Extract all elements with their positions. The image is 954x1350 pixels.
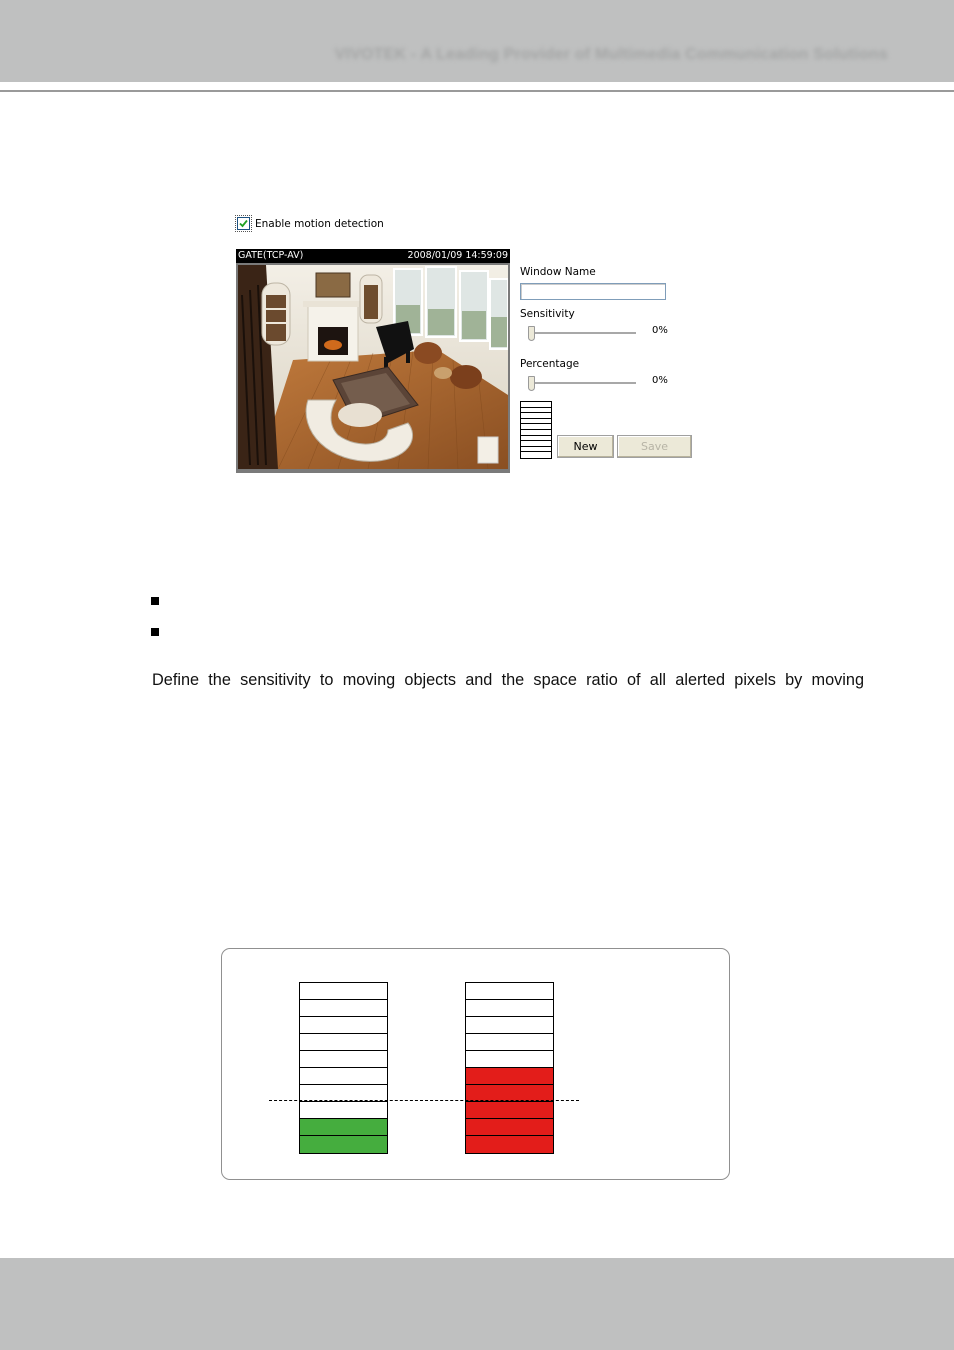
preview-caption-bar	[236, 249, 510, 263]
right-motion-bar	[465, 982, 554, 1154]
left-bar-segment	[300, 983, 387, 1000]
right-bar-segment	[466, 1102, 553, 1119]
left-bar-segment	[300, 1000, 387, 1017]
enable-motion-label: Enable motion detection	[255, 217, 384, 230]
sensitivity-slider-track[interactable]	[528, 332, 636, 335]
left-bar-segment	[300, 1136, 387, 1153]
percentage-slider-track[interactable]	[528, 382, 636, 385]
video-preview[interactable]	[236, 249, 510, 473]
bullet-marker	[151, 628, 159, 636]
checkmark-icon	[239, 219, 248, 228]
body-paragraph: Define the sensitivity to moving objects and the space ratio of all alerted pixels by moving	[152, 671, 864, 690]
left-bar-segment	[300, 1068, 387, 1085]
bullet-marker	[151, 597, 159, 605]
motion-level-indicator	[520, 401, 552, 459]
left-bar-segment	[300, 1119, 387, 1136]
right-bar-segment	[466, 1034, 553, 1051]
left-bar-segment	[300, 1034, 387, 1051]
camera-name: GATE(TCP-AV)	[238, 250, 304, 261]
percentage-slider-thumb[interactable]	[528, 376, 535, 391]
window-name-label: Window Name	[520, 266, 596, 278]
enable-motion-detection[interactable]	[237, 217, 384, 230]
percentage-threshold-line	[269, 1100, 579, 1101]
left-bar-segment	[300, 1051, 387, 1068]
page-header	[0, 0, 954, 82]
new-window-button[interactable]: New	[557, 435, 614, 458]
right-bar-segment	[466, 1136, 553, 1153]
percentage-value: 0%	[652, 375, 668, 386]
sensitivity-slider-thumb[interactable]	[528, 326, 535, 341]
header-tagline: VIVOTEK - A Leading Provider of Multimedia Communication Solutions	[334, 46, 888, 63]
sensitivity-value: 0%	[652, 325, 668, 336]
left-bar-segment	[300, 1017, 387, 1034]
right-bar-segment	[466, 1017, 553, 1034]
header-divider	[0, 90, 954, 92]
right-bar-segment	[466, 1051, 553, 1068]
window-name-input[interactable]	[520, 283, 666, 300]
save-button[interactable]: Save	[617, 435, 692, 458]
percentage-label: Percentage	[520, 358, 580, 370]
left-motion-bar	[299, 982, 388, 1154]
right-bar-segment	[466, 1119, 553, 1136]
sensitivity-label: Sensitivity	[520, 308, 575, 320]
enable-motion-checkbox[interactable]	[237, 217, 250, 230]
preview-timestamp: 2008/01/09 14:59:09	[407, 250, 508, 261]
left-bar-segment	[300, 1102, 387, 1119]
live-room-image	[238, 265, 508, 469]
right-bar-segment	[466, 983, 553, 1000]
page-footer	[0, 1258, 954, 1350]
right-bar-segment	[466, 1068, 553, 1085]
right-bar-segment	[466, 1000, 553, 1017]
